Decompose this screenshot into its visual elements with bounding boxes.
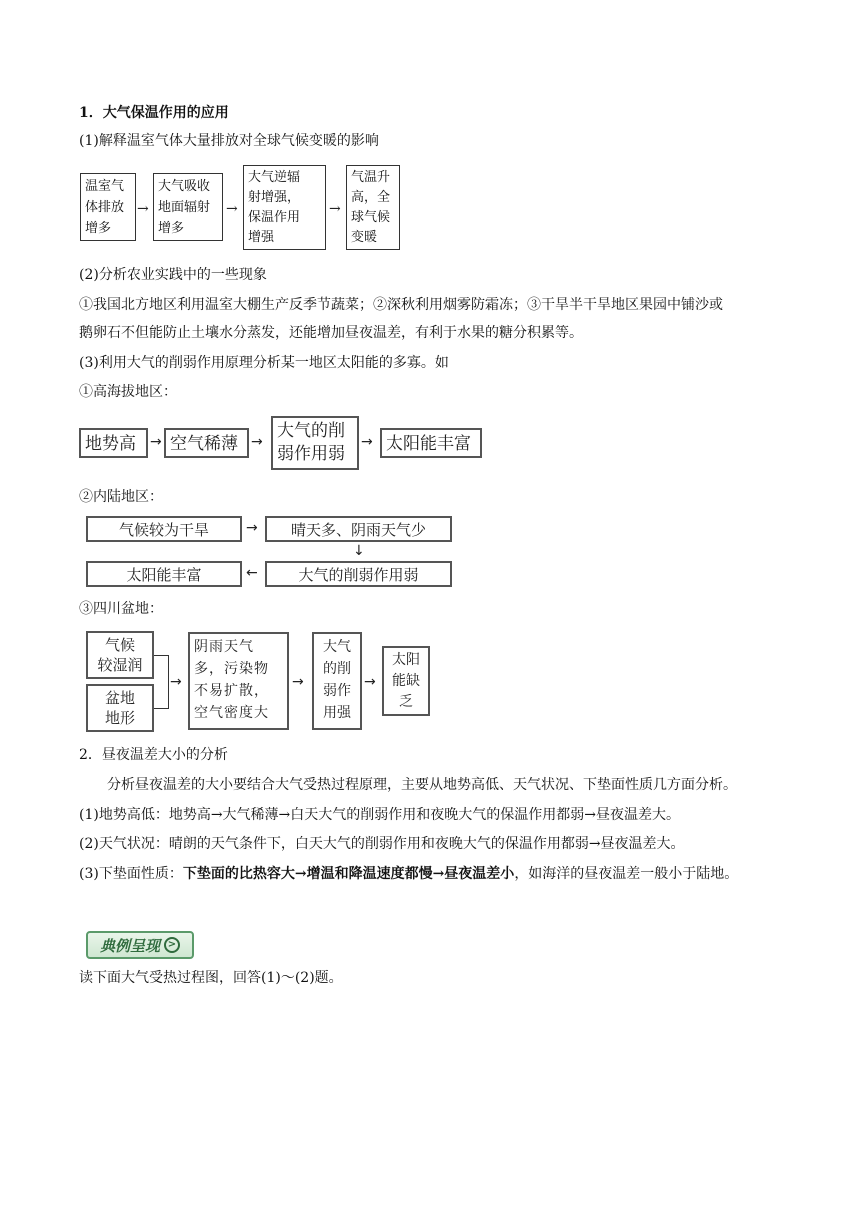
s1-p3: (3)利用大气的削弱作用原理分析某一地区太阳能的多寡。如 — [79, 355, 449, 371]
high-box-3: 大气的削 弱作用弱 — [271, 416, 359, 470]
arrow-icon: → — [150, 434, 162, 450]
s2-l3: (3)下垫面性质：下垫面的比热容大→增温和降温速度都慢→昼夜温差小，如海洋的昼夜温差一般小于陆地。 — [79, 866, 739, 882]
arrow-icon: → — [329, 201, 341, 217]
connector-line — [154, 655, 168, 656]
sichuan-box-weather: 阴雨天气 多，污染物 不易扩散， 空气密度大 — [188, 632, 289, 730]
connector-line — [154, 708, 168, 709]
s2-l1: (1)地势高低：地势高→大气稀薄→白天大气的削弱作用和夜晚大气的保温作用都弱→昼夜温差大。 — [79, 807, 681, 823]
chevron-right-icon: > — [164, 937, 180, 953]
inland-box-3: 大气的削弱作用弱 — [265, 561, 452, 587]
high-box-1: 地势高 — [79, 428, 148, 458]
inland-box-4: 太阳能丰富 — [86, 561, 242, 587]
arrow-icon: → — [246, 520, 258, 536]
arrow-icon: → — [226, 201, 238, 217]
sichuan-box-climate: 气候 较湿润 — [86, 631, 154, 679]
inland-box-1: 气候较为干旱 — [86, 516, 242, 542]
section-2-title: 2．昼夜温差大小的分析 — [79, 747, 228, 763]
flow1-box-3: 大气逆辐 射增强， 保温作用 增强 — [243, 165, 326, 250]
flow1-box-1: 温室气 体排放 增多 — [80, 173, 136, 241]
arrow-icon: → — [251, 434, 263, 450]
sichuan-box-solar: 太阳 能缺 乏 — [382, 646, 430, 716]
s2-l2: (2)天气状况：晴朗的天气条件下，白天大气的削弱作用和夜晚大气的保温作用都弱→昼夜温差大。 — [79, 836, 685, 852]
sichuan-box-terrain: 盆地 地形 — [86, 684, 154, 732]
arrow-down-icon: ↓ — [353, 543, 365, 559]
flow1-box-4: 气温升 高，全 球气候 变暖 — [346, 165, 400, 250]
section-1-title: 1．大气保温作用的应用 — [79, 105, 229, 121]
connector-line — [168, 655, 169, 709]
s1-p2a: ①我国北方地区利用温室大棚生产反季节蔬菜；②深秋利用烟雾防霜冻；③干旱半干旱地区果园中铺沙或 — [79, 297, 723, 313]
s2-intro: 分析昼夜温差的大小要结合大气受热过程原理，主要从地势高低、天气状况、下垫面性质几方面分析。 — [107, 777, 737, 793]
flow1-box-2: 大气吸收 地面辐射 增多 — [153, 173, 223, 241]
s1-p2: (2)分析农业实践中的一些现象 — [79, 267, 267, 283]
inland-box-2: 晴天多、阴雨天气少 — [265, 516, 452, 542]
high-box-2: 空气稀薄 — [164, 428, 249, 458]
sichuan-label: ③四川盆地： — [79, 601, 163, 617]
arrow-icon: → — [364, 674, 376, 690]
arrow-icon: → — [137, 201, 149, 217]
s1-p2b: 鹅卵石不但能防止土壤水分蒸发，还能增加昼夜温差，有利于水果的糖分积累等。 — [79, 325, 583, 341]
example-badge: 典例呈现 > — [86, 931, 194, 959]
arrow-left-icon: ← — [246, 565, 258, 581]
arrow-icon: → — [361, 434, 373, 450]
arrow-icon: → — [292, 674, 304, 690]
sichuan-box-weakening: 大气 的削 弱作 用强 — [312, 632, 362, 730]
high-altitude-label: ①高海拔地区： — [79, 384, 177, 400]
inland-label: ②内陆地区： — [79, 489, 163, 505]
example-question: 读下面大气受热过程图，回答(1)～(2)题。 — [79, 970, 343, 986]
high-box-4: 太阳能丰富 — [380, 428, 482, 458]
s1-p1: (1)解释温室气体大量排放对全球气候变暖的影响 — [79, 133, 379, 149]
arrow-icon: → — [170, 674, 182, 690]
